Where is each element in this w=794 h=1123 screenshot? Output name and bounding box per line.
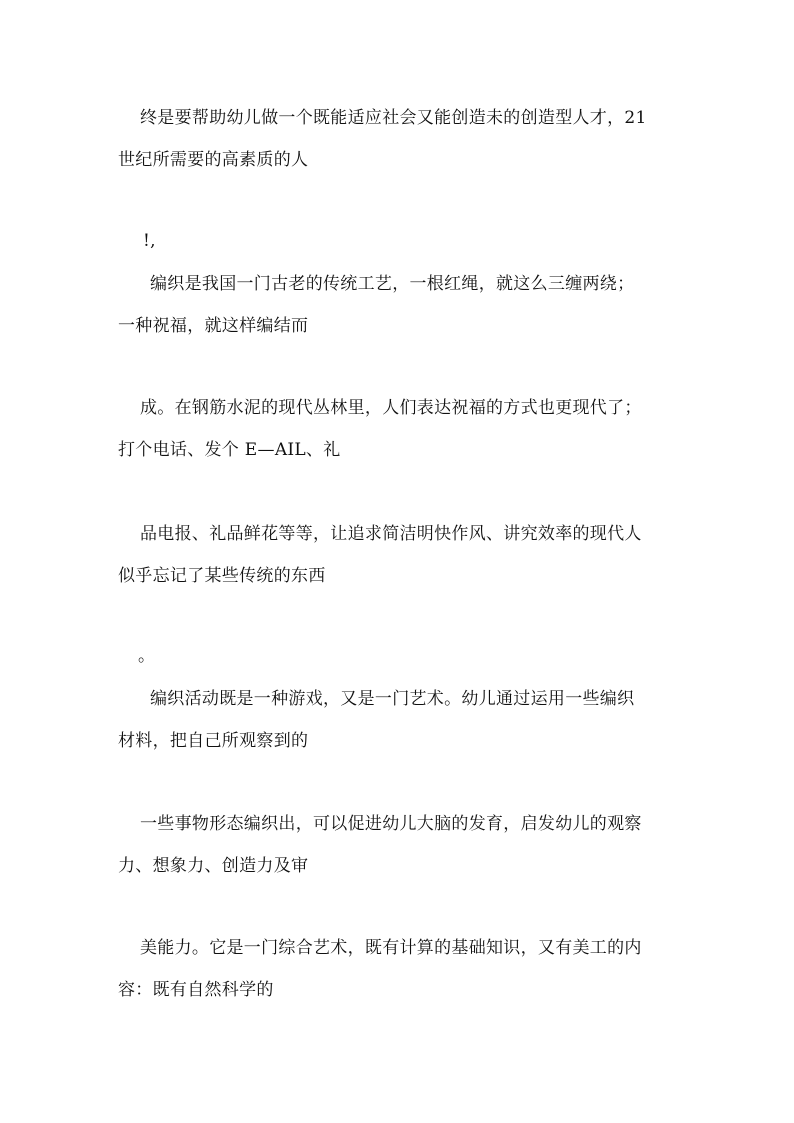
text-line: 品电报、礼品鲜花等等，让追求简洁明快作风、讲究效率的现代人 <box>140 524 642 544</box>
text-line: 一些事物形态编织出，可以促进幼儿大脑的发育，启发幼儿的观察 <box>140 814 642 834</box>
text-line: 。 <box>138 646 156 666</box>
text-line: 美能力。它是一门综合艺术，既有计算的基础知识，又有美工的内 <box>140 938 642 958</box>
text-line: 力、想象力、创造力及审 <box>118 856 309 876</box>
text-line: 终是要帮助幼儿做一个既能适应社会又能创造未的创造型人才，21 <box>140 108 647 128</box>
text-line: 材料，把自己所观察到的 <box>118 731 309 751</box>
text-line: 打个电话、发个 E—AIL、礼 <box>118 440 341 460</box>
text-line: 编织活动既是一种游戏，又是一门艺术。幼儿通过运用一些编织 <box>150 689 635 709</box>
text-line: 编织是我国一门古老的传统工艺，一根红绳，就这么三缠两绕； <box>150 274 635 294</box>
text-line: 成。在钢筋水泥的现代丛林里，人们表达祝福的方式也更现代了； <box>140 398 642 418</box>
text-line: 一种祝福，就这样编结而 <box>118 316 309 336</box>
text-line: 似乎忘记了某些传统的东西 <box>118 566 326 586</box>
text-line: !, <box>143 231 156 251</box>
text-line: 容：既有自然科学的 <box>118 980 274 1000</box>
text-line: 世纪所需要的高素质的人 <box>118 150 309 170</box>
